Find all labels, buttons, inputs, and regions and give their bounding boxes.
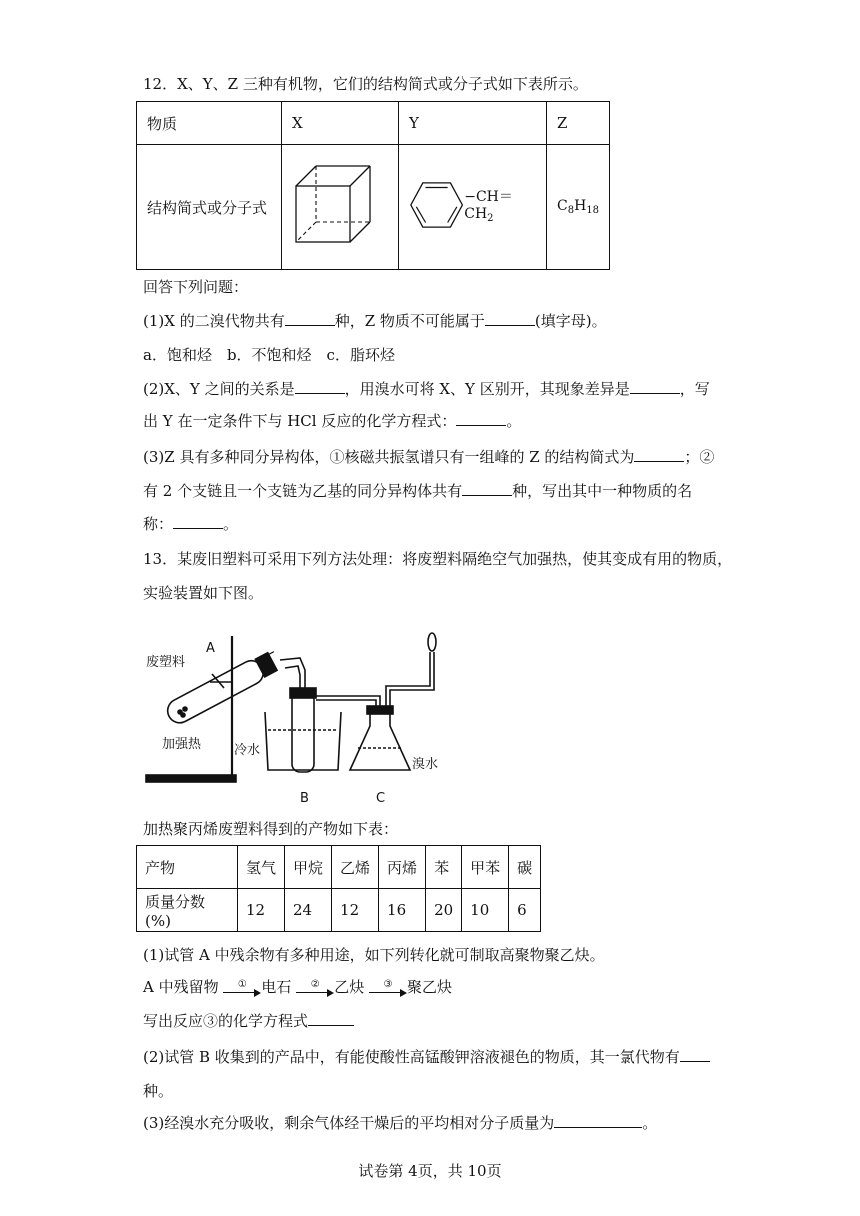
q12-part2-cont: 出 Y 在一定条件下与 HCl 反应的化学方程式： 。 xyxy=(143,412,522,430)
page-footer: 试卷第 4页，共 10页 xyxy=(358,1162,502,1180)
q13-part1: (1)试管 A 中残余物有多种用途，如下列转化就可制取高聚物聚乙炔。 xyxy=(143,946,605,964)
answer-blank[interactable] xyxy=(173,514,223,529)
apparatus-diagram xyxy=(140,630,470,810)
answer-blank[interactable] xyxy=(634,447,684,462)
header-z: Z xyxy=(547,102,610,145)
header-y: Y xyxy=(399,102,547,145)
answer-blank[interactable] xyxy=(308,1011,354,1026)
table-cell: 6 xyxy=(509,889,541,932)
label-b: B xyxy=(300,791,309,806)
vinyl-group: −CH＝CH xyxy=(464,189,513,222)
table-cell: 质量分数(%) xyxy=(137,889,238,932)
label-c: C xyxy=(376,791,386,806)
label-heating: 加强热 xyxy=(162,737,202,752)
table-cell: 甲苯 xyxy=(462,846,509,889)
z-hydrogen: H xyxy=(574,198,587,214)
q12-part3: (3)Z 具有多种同分异构体，①核磁共振氢谱只有一组峰的 Z 的结构简式为 ；② xyxy=(143,448,715,466)
cube-structure xyxy=(282,145,399,270)
q12-table xyxy=(136,101,610,270)
table-cell: 氢气 xyxy=(238,846,285,889)
q12-part1: (1)X 的二溴代物共有 种，Z 物质不可能属于 (填字母)。 xyxy=(143,312,607,330)
conversion-chain: A 中残留物 ① 电石 ② 乙炔 ③ 聚乙炔 xyxy=(143,978,452,996)
q13-part2-cont: 种。 xyxy=(143,1082,174,1100)
vinyl-subscript: 2 xyxy=(487,213,494,224)
q12-part2: (2)X、Y 之间的关系是 ，用溴水可将 X、Y 区别开，其现象差异是 ，写 xyxy=(143,380,710,398)
q13-part3: (3)经溴水充分吸收，剩余气体经干燥后的平均相对分子质量为 。 xyxy=(143,1114,658,1132)
answer-blank[interactable] xyxy=(680,1047,710,1062)
z-formula xyxy=(547,145,610,270)
styrene-structure xyxy=(399,145,547,270)
q13-intro: 13．某废旧塑料可采用下列方法处理：将废塑料隔绝空气加强热，使其变成有用的物质， xyxy=(143,550,733,568)
q13-table-intro: 加热聚丙烯废塑料得到的产物如下表： xyxy=(143,820,399,838)
q13-part1-eq: 写出反应③的化学方程式 xyxy=(143,1010,354,1032)
table-cell: 乙烯 xyxy=(332,846,379,889)
q12-prompt: 回答下列问题： xyxy=(143,278,249,296)
header-x: X xyxy=(282,102,399,145)
table-cell: 20 xyxy=(426,889,462,932)
row-label: 结构简式或分子式 xyxy=(137,145,282,270)
header-material: 物质 xyxy=(137,102,282,145)
products-value-row xyxy=(137,889,541,932)
answer-blank[interactable] xyxy=(295,379,345,394)
z-hydrogen-count: 18 xyxy=(586,205,600,216)
answer-blank[interactable] xyxy=(462,481,512,496)
answer-blank[interactable] xyxy=(285,311,335,326)
cube-diagram xyxy=(292,162,372,248)
z-carbon: C xyxy=(557,198,568,214)
reaction-arrow-2: ② xyxy=(296,980,334,996)
label-cold-water: 冷水 xyxy=(234,743,261,758)
products-table xyxy=(136,845,541,932)
table-cell: 苯 xyxy=(426,846,462,889)
table-cell: 10 xyxy=(462,889,509,932)
q13-intro-cont: 实验装置如下图。 xyxy=(143,584,264,602)
q12-part3-cont: 有 2 个支链且一个支链为乙基的同分异构体共有 种，写出其中一种物质的名 xyxy=(143,482,693,500)
q12-part3-cont2: 称： 。 xyxy=(143,515,239,533)
table-cell: 24 xyxy=(285,889,332,932)
label-a: A xyxy=(206,641,215,656)
q12-options: a．饱和烃 b．不饱和烃 c．脂环烃 xyxy=(143,346,395,364)
table-cell: 甲烷 xyxy=(285,846,332,889)
answer-blank[interactable] xyxy=(554,1113,642,1128)
table-cell: 产物 xyxy=(137,846,238,889)
reaction-arrow-3: ③ xyxy=(369,980,407,996)
answer-blank[interactable] xyxy=(485,311,535,326)
products-header-row xyxy=(137,846,541,889)
table-cell: 丙烯 xyxy=(379,846,426,889)
table-cell: 12 xyxy=(332,889,379,932)
q12-intro: 12．X、Y、Z 三种有机物，它们的结构简式或分子式如下表所示。 xyxy=(143,75,588,93)
table-cell: 16 xyxy=(379,889,426,932)
table-cell: 12 xyxy=(238,889,285,932)
reaction-arrow-1: ① xyxy=(223,980,261,996)
table-cell: 碳 xyxy=(509,846,541,889)
label-bromine-water: 溴水 xyxy=(412,757,439,772)
label-waste-plastic: 废塑料 xyxy=(146,655,186,670)
q13-part2: (2)试管 B 收集到的产品中，有能使酸性高锰酸钾溶液褪色的物质，其一氯代物有 xyxy=(143,1046,710,1068)
answer-blank[interactable] xyxy=(630,379,680,394)
z-carbon-count: 8 xyxy=(567,205,575,216)
benzene-ring-icon xyxy=(409,177,464,233)
answer-blank[interactable] xyxy=(456,411,506,426)
